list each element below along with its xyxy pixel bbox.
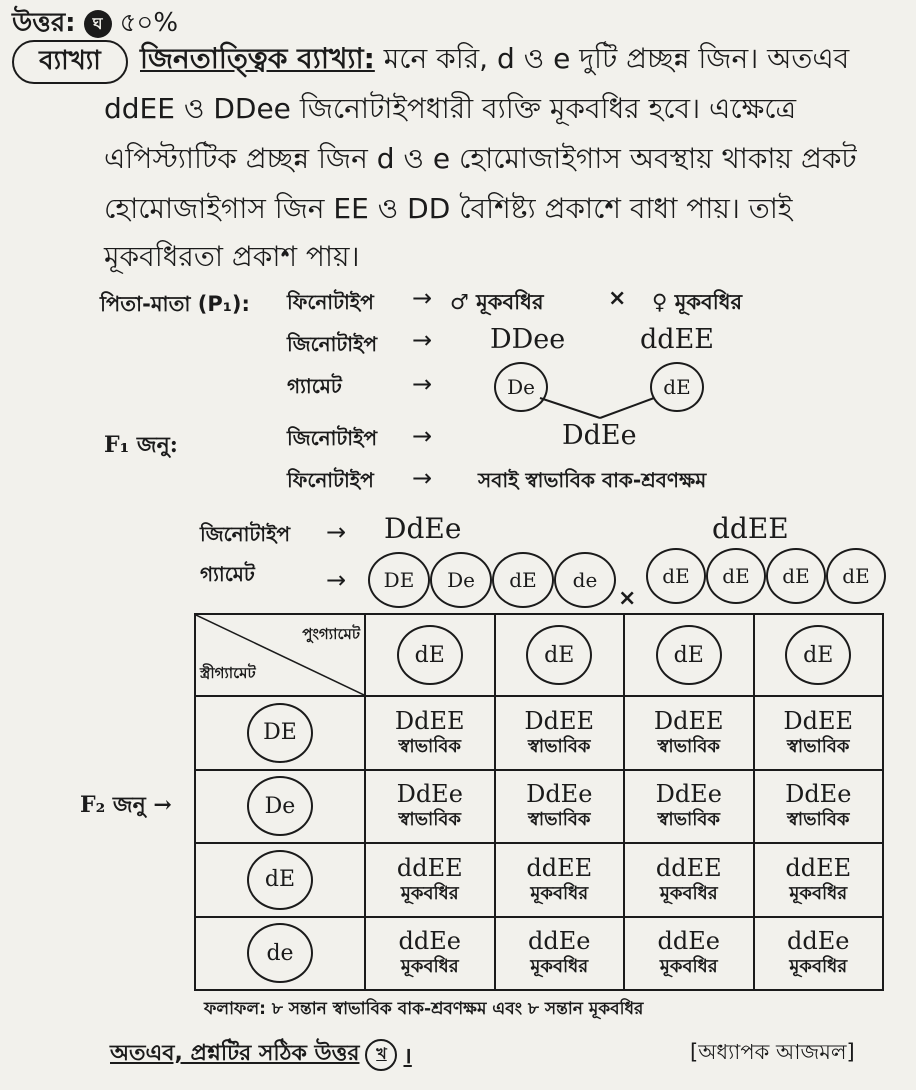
credit-text: [অধ্যাপক আজমল]: [690, 1040, 855, 1064]
result-text: ফলাফল: ৮ সন্তান স্বাভাবিক বাক-শ্রবণক্ষম এবং ৮ সন্তান মূকবধির: [204, 999, 644, 1019]
punnett-cell: [365, 843, 495, 917]
cell-genotype: ddEe: [657, 927, 720, 956]
p1-gamete-label: গ্যামেট: [287, 374, 342, 398]
male-gamete-header: পুংগ্যামেট: [302, 625, 360, 643]
explanation-tag: ব্যাখ্যা: [12, 40, 128, 84]
cell-genotype: DdEE: [524, 706, 595, 735]
punnett-cell: [495, 770, 625, 844]
punnett-cell: [495, 696, 625, 770]
cell-phenotype: স্বাভাবিক: [786, 735, 850, 757]
explanation-line-2: ddEE ও DDee জিনোটাইপধারী ব্যক্তি মূকবধির হবে। এক্ষেত্রে: [104, 92, 797, 125]
p1-genotype-label: জিনোটাইপ: [287, 332, 378, 356]
explanation-line1-text: মনে করি, d ও e দুটি প্রচ্ছন্ন জিন। অতএব: [383, 42, 850, 75]
cell-phenotype: স্বাভাবিক: [657, 735, 721, 757]
punnett-cell: [624, 917, 754, 991]
conclusion-line: [110, 1036, 412, 1073]
cell-genotype: ddEe: [787, 927, 850, 956]
female-phenotype: ♀ মূকবধির: [652, 290, 743, 314]
punnett-cell: [495, 843, 625, 917]
conclusion-text: অতএব, প্রশ্নটির সঠিক উত্তর: [110, 1041, 360, 1066]
cross2-left-gamete: DE: [368, 552, 430, 608]
punnett-row: [195, 843, 883, 917]
cross2-right-gamete: dE: [826, 548, 886, 604]
cell-genotype: ddEe: [398, 927, 461, 956]
cell-genotype: DdEe: [785, 780, 852, 809]
female-genotype: ddEE: [640, 324, 714, 355]
punnett-row: [195, 770, 883, 844]
punnett-row-header: [195, 843, 365, 917]
f2-label: F₂ জনু →: [80, 792, 172, 818]
punnett-cell: [754, 770, 884, 844]
cross2-left-gamete: dE: [492, 552, 554, 608]
cell-phenotype: মূকবধির: [789, 956, 848, 978]
cross2-left-gamete: De: [430, 552, 492, 608]
punnett-row: [195, 696, 883, 770]
cell-genotype: DdEE: [394, 706, 465, 735]
punnett-cell: [365, 917, 495, 991]
punnett-cell: [365, 696, 495, 770]
f1-phenotype: সবাই স্বাভাবিক বাক-শ্রবণক্ষম: [478, 468, 707, 492]
p1-gamete-arrow: →: [412, 370, 433, 398]
f1-label: F₁ জনু:: [104, 432, 178, 458]
cell-genotype: DdEe: [396, 780, 463, 809]
p1-phenotype-arrow: →: [412, 284, 433, 312]
row-gamete-circle: DE: [247, 703, 313, 763]
cross2-left-gamete: de: [554, 552, 616, 608]
punnett-cell: [624, 770, 754, 844]
f1-phenotype-label: ফিনোটাইপ: [287, 468, 374, 492]
cell-phenotype: মূকবধির: [659, 882, 718, 904]
col-gamete-circle: dE: [397, 625, 463, 685]
conclusion-end: ।: [403, 1043, 412, 1069]
cell-genotype: ddEE: [396, 853, 463, 882]
cell-phenotype: স্বাভাবিক: [786, 809, 850, 831]
cross2-genotype-arrow: →: [326, 518, 347, 546]
male-gamete-circle: De: [494, 362, 548, 412]
cell-phenotype: স্বাভাবিক: [398, 735, 462, 757]
punnett-cell: [754, 843, 884, 917]
cell-phenotype: মূকবধির: [530, 882, 589, 904]
cell-genotype: DdEE: [783, 706, 854, 735]
punnett-cell: [624, 843, 754, 917]
punnett-col-header: [495, 614, 625, 696]
cross2-cross-sign: ×: [618, 586, 637, 611]
f1-phenotype-arrow: →: [412, 464, 433, 492]
cell-phenotype: স্বাভাবিক: [527, 735, 591, 757]
punnett-square: [194, 613, 884, 991]
punnett-row-header: [195, 770, 365, 844]
punnett-cell: [495, 917, 625, 991]
punnett-header-row: [195, 614, 883, 696]
cross2-left-genotype: DdEe: [384, 512, 462, 545]
explanation-line-3: এপিস্ট্যাটিক প্রচ্ছন্ন জিন d ও e হোমোজাইগাস অবস্থায় থাকায় প্রকট: [104, 142, 857, 175]
parents-label: পিতা-মাতা (P₁):: [100, 292, 250, 316]
col-gamete-circle: dE: [785, 625, 851, 685]
cell-genotype: DdEe: [526, 780, 593, 809]
cell-phenotype: স্বাভাবিক: [527, 809, 591, 831]
cell-phenotype: মূকবধির: [400, 956, 459, 978]
punnett-col-header: [365, 614, 495, 696]
cross2-gamete-label: গ্যামেট: [200, 562, 255, 586]
cell-phenotype: মূকবধির: [530, 956, 589, 978]
punnett-col-header: [754, 614, 884, 696]
female-gamete-header: স্ত্রীগ্যামেট: [200, 664, 256, 682]
cell-genotype: ddEe: [528, 927, 591, 956]
cross2-right-gamete: dE: [766, 548, 826, 604]
cross2-genotype-label: জিনোটাইপ: [200, 522, 291, 546]
explanation-heading: জিনতাত্ত্বিক ব্যাখ্যা:: [140, 42, 375, 75]
f1-genotype: DdEe: [562, 420, 637, 451]
punnett-row-header: [195, 917, 365, 991]
cell-genotype: DdEE: [653, 706, 724, 735]
punnett-cell: [624, 696, 754, 770]
conclusion-answer-badge: খ: [365, 1039, 397, 1071]
explanation-line-5: মূকবধিরতা প্রকাশ পায়।: [104, 240, 360, 273]
punnett-cell: [754, 917, 884, 991]
answer-option-badge: ঘ: [84, 10, 112, 38]
cross2-right-gamete: dE: [646, 548, 706, 604]
explanation-line-4: হোমোজাইগাস জিন EE ও DD বৈশিষ্ট্য প্রকাশে বাধা পায়। তাই: [104, 192, 793, 225]
punnett-cell: [365, 770, 495, 844]
cell-phenotype: মূকবধির: [659, 956, 718, 978]
cell-genotype: ddEE: [655, 853, 722, 882]
male-phenotype: ♂ মূকবধির: [450, 290, 544, 314]
cell-genotype: ddEE: [526, 853, 593, 882]
p1-genotype-arrow: →: [412, 326, 433, 354]
cell-phenotype: স্বাভাবিক: [657, 809, 721, 831]
punnett-col-header: [624, 614, 754, 696]
punnett-row: [195, 917, 883, 991]
punnett-corner-cell: [195, 614, 365, 696]
punnett-row-header: [195, 696, 365, 770]
row-gamete-circle: de: [247, 923, 313, 983]
row-gamete-circle: De: [247, 776, 313, 836]
punnett-cell: [754, 696, 884, 770]
female-gamete-circle: dE: [650, 362, 704, 412]
cross2-gamete-arrow: →: [326, 566, 347, 594]
f1-genotype-label: জিনোটাইপ: [287, 426, 378, 450]
answer-value: ৫০%: [119, 8, 179, 38]
cell-phenotype: স্বাভাবিক: [398, 809, 462, 831]
col-gamete-circle: dE: [656, 625, 722, 685]
row-gamete-circle: dE: [247, 850, 313, 910]
col-gamete-circle: dE: [526, 625, 592, 685]
p1-phenotype-label: ফিনোটাইপ: [287, 290, 374, 314]
male-genotype: DDee: [490, 324, 566, 355]
cross2-right-genotype: ddEE: [712, 512, 789, 545]
cell-phenotype: মূকবধির: [789, 882, 848, 904]
cell-phenotype: মূকবধির: [400, 882, 459, 904]
f1-genotype-arrow: →: [412, 422, 433, 450]
cell-genotype: DdEe: [655, 780, 722, 809]
cell-genotype: ddEE: [785, 853, 852, 882]
answer-label: উত্তর:: [12, 8, 76, 38]
p1-cross-sign: ×: [608, 286, 627, 311]
cross2-right-gamete: dE: [706, 548, 766, 604]
